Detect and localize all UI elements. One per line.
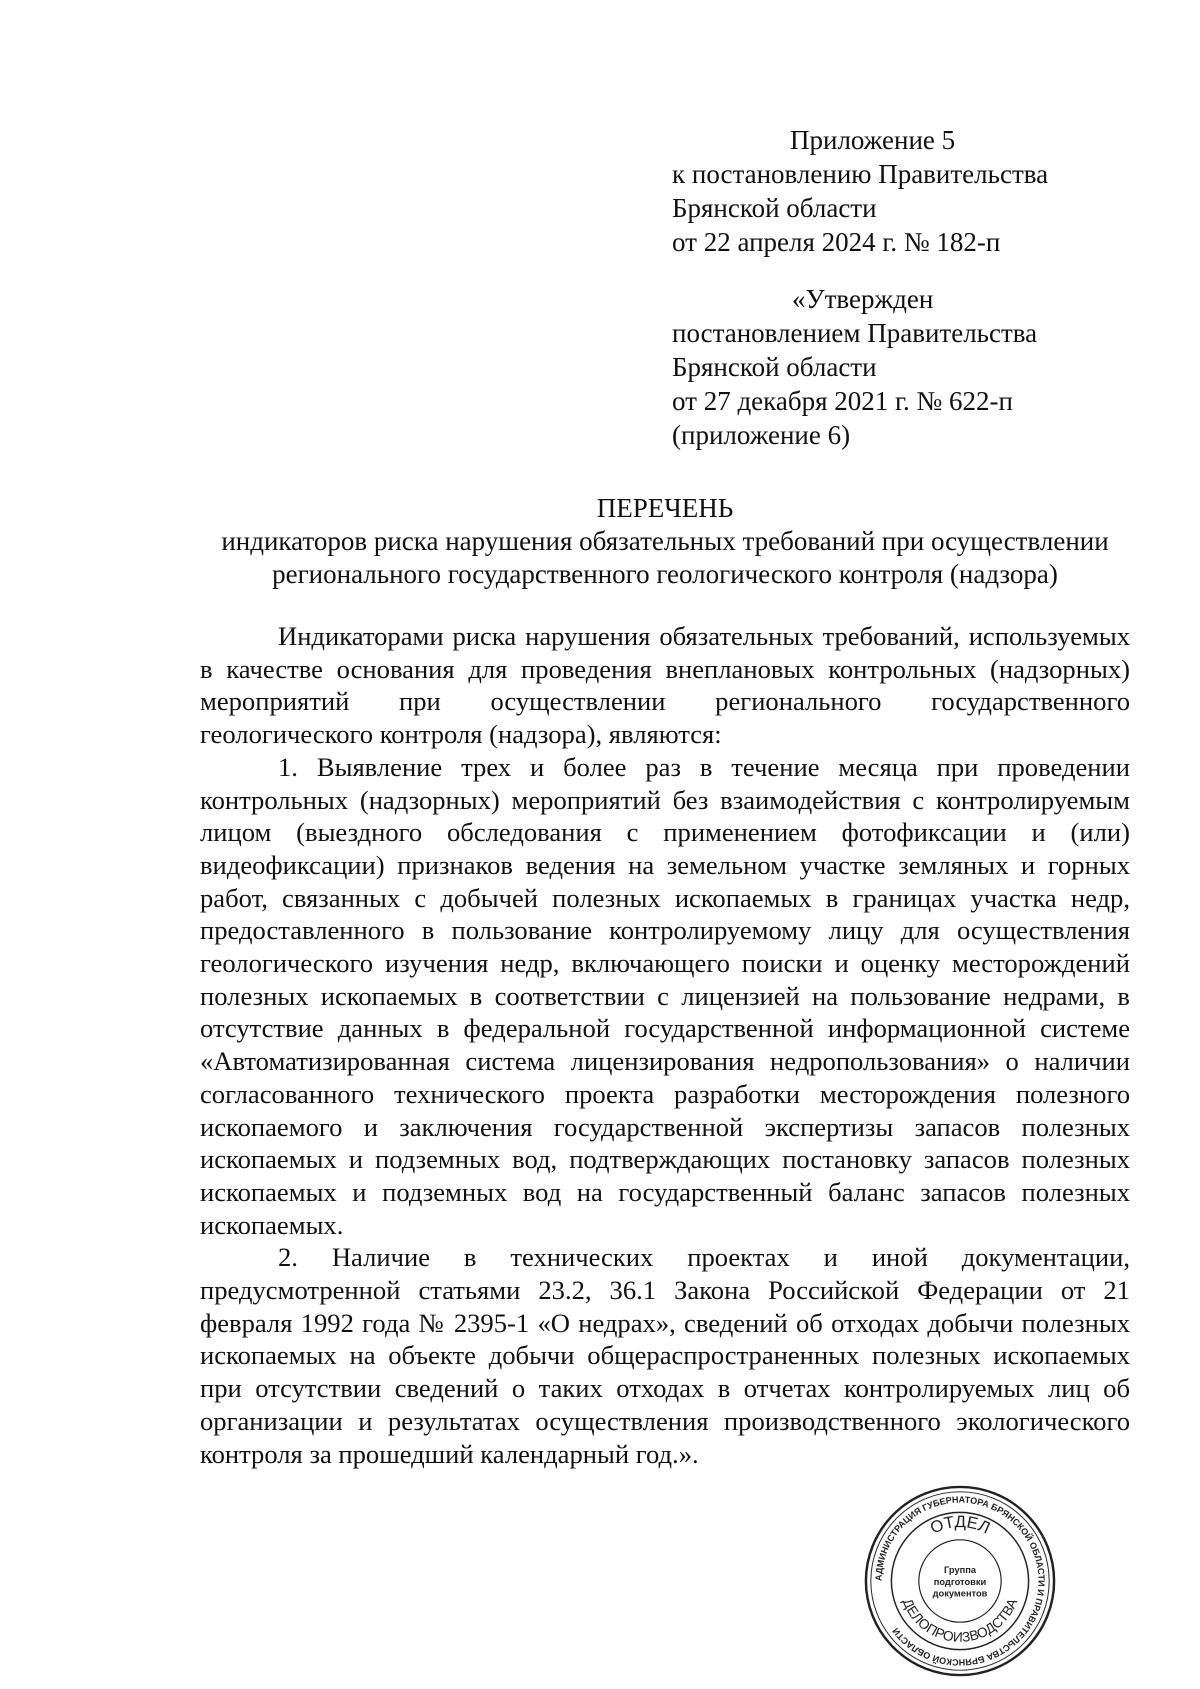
document-subtitle-line-1: индикаторов риска нарушения обязательных требований при осуществлении	[221, 526, 1109, 556]
approval-reference	[672, 282, 1037, 452]
appendix-reference	[672, 123, 1048, 259]
indicator-item-2: 2. Наличие в технических проектах и иной документации, предусмотренной статьями 23.2, 36.1 Закона Российской Федерации от 21 февраля 1992 года № 2395-1 «О недрах», сведений об отходах добычи полезных ископаемых на объекте добычи общераспространенных полезных ископаемых при отсутствии сведений о таких отходах в отчетах контролируемых лиц об организации и результатах осуществления производственного экологического контроля за прошедший календарный год.».	[200, 1242, 1130, 1469]
appendix-date-line: от 22 апреля 2024 г. № 182-п	[672, 227, 1001, 257]
approved-date-line: от 27 декабря 2021 г. № 622-п	[672, 386, 1013, 416]
seal-top-word: ОТДЕЛ	[927, 1512, 993, 1538]
document-subtitle-line-2: регионального государственного геологического контроля (надзора)	[272, 559, 1058, 589]
seal-bottom-word: ДЕЛОПРОИЗВОДСТВА	[899, 1596, 1021, 1645]
approved-decree-line: постановлением Правительства	[672, 318, 1038, 348]
appendix-number: Приложение 5	[790, 125, 956, 155]
indicator-item-1: 1. Выявление трех и более раз в течение месяца при проведении контрольных (надзорных) мероприятий без взаимодействия с контролируемым лицом (выездного обследования с применением фотофиксации и (или) видеофиксации) признаков ведения на земельном участке земляных и горных работ, связанных с добычей полезных ископаемых в границах участка недр, предоставленного в пользование контролируемому лицу для осуществления геологического изучения недр, включающего поиски и оценку месторождений полезных ископаемых в соответствии с лицензией на пользование недрами, в отсутствие данных в федеральной государственной информационной системе «Автоматизированная система лицензирования недропользования» о наличии согласованного технического проекта разработки месторождения полезного ископаемого и заключения государственной экспертизы запасов полезных ископаемых и подземных вод, подтверждающих постановку запасов полезных ископаемых и подземных вод на государственный баланс запасов полезных ископаемых.	[200, 751, 1130, 1240]
document-title: ПЕРЕЧЕНЬ	[596, 493, 734, 523]
seal-center-line-3: документов	[932, 1588, 988, 1599]
appendix-region-line: Брянской области	[672, 193, 877, 223]
seal-center-line-2: подготовки	[933, 1576, 987, 1587]
appendix-decree-line: к постановлению Правительства	[672, 159, 1049, 189]
document-body	[200, 620, 1130, 1470]
approved-label: «Утвержден	[792, 284, 934, 314]
seal-center-line-1: Группа	[943, 1565, 977, 1576]
document-heading	[200, 492, 1130, 591]
approved-appendix-line: (приложение 6)	[672, 420, 851, 450]
official-seal	[862, 1483, 1058, 1679]
seal-outer-text: АДМИНИСТРАЦИЯ ГУБЕРНАТОРА БРЯНСКОЙ ОБЛАСТИ И ПРАВИТЕЛЬСТВА БРЯНСКОЙ ОБЛАСТИ	[873, 1494, 1047, 1668]
approved-region-line: Брянской области	[672, 352, 877, 382]
intro-paragraph: Индикаторами риска нарушения обязательных требований, используемых в качестве основания для проведения внеплановых контрольных (надзорных) мероприятий при осуществлении регионального государственного геологического контроля (надзора), являются:	[200, 621, 1130, 750]
